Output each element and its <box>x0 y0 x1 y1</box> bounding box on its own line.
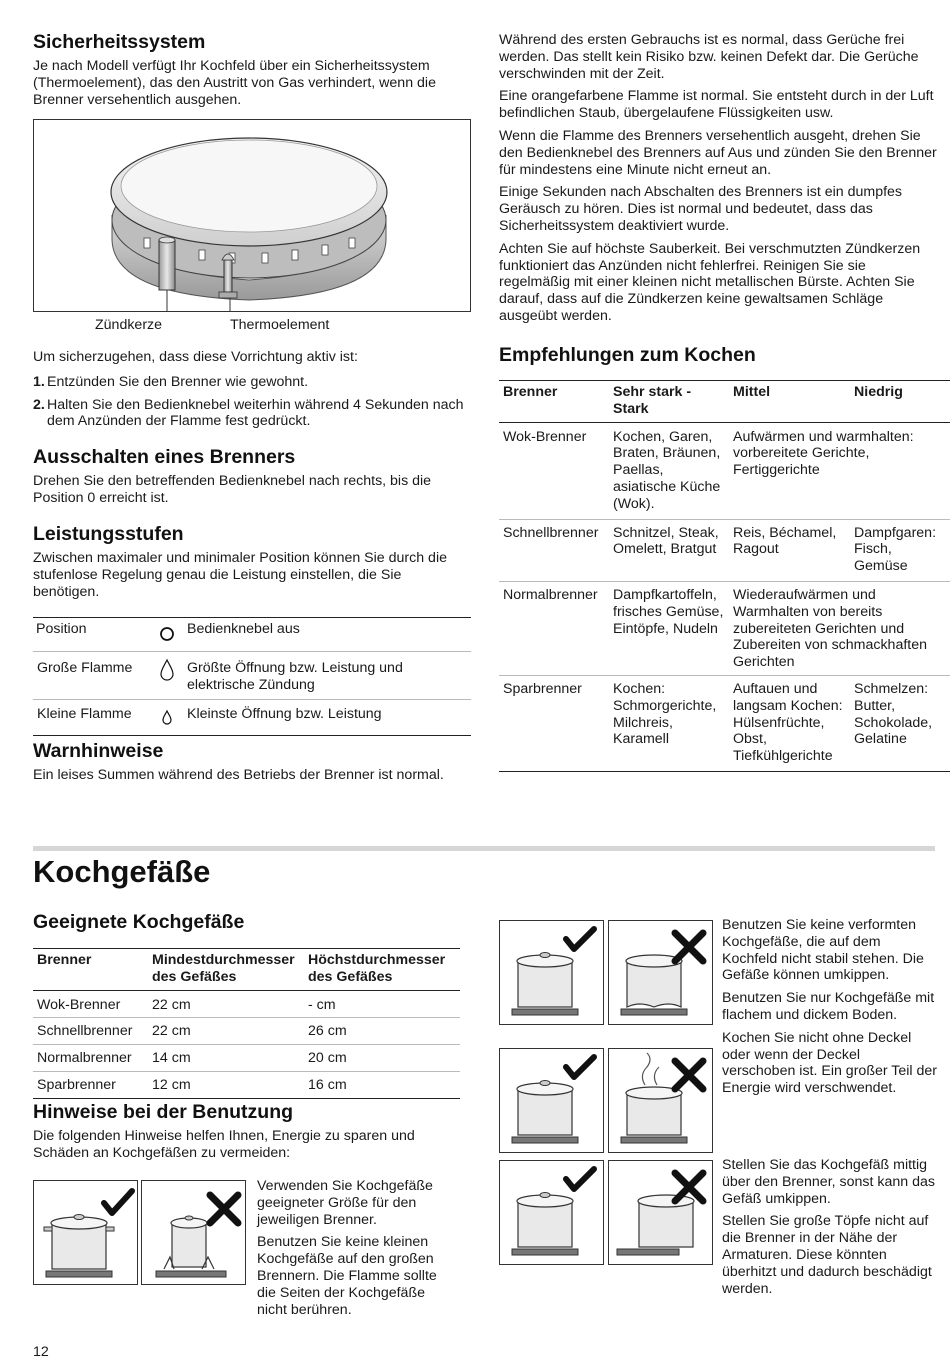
paragraph-orange-flamme: Eine orangefarbene Flamme ist normal. Sie entsteht durch in der Luft befindlichen Staub, übergelaufene Flüssigkeiten usw. <box>499 88 934 122</box>
header-niedrig: Niedrig <box>854 384 903 400</box>
header-brenner: Brenner <box>37 952 92 968</box>
text-sicherheit: Je nach Modell verfügt Ihr Kochfeld über ein Sicherheitssystem (Thermoelement), das den Austritt von Gas verhindert, wenn die Brenner versehentlich ausgehen. <box>33 58 436 108</box>
cell-normal-stark: Dampfkartoffeln, frisches Gemüse, Eintöpfe, Nudeln <box>609 581 729 675</box>
step-2 <box>33 397 471 431</box>
header-mittel: Mittel <box>733 384 771 400</box>
heading-leistungsstufen: Leistungsstufen <box>33 523 184 545</box>
pot-no-lid-figure <box>608 1048 713 1153</box>
table-leistungsstufen <box>33 617 471 736</box>
paragraph-sauberkeit: Achten Sie auf höchste Sauberkeit. Bei verschmutzten Zündkerzen funktioniert das Anzünden nicht fehlerfrei. Reinigen Sie sie regelmäßig mit einer kleinen nicht metallischen Bürste. Achten Sie darauf, dass auf die Zündkerzen keine gewaltsamen Schläge ausgeübt werden. <box>499 240 921 324</box>
step-2-text: Halten Sie den Bedienknebel weiterhin während 4 Sekunden nach dem Anzünden der Flamme fest gedrückt. <box>47 396 464 430</box>
burner-drawing <box>34 120 470 311</box>
text-tip-flacher-boden: Benutzen Sie nur Kochgefäße mit flachem und dickem Boden. <box>722 990 935 1023</box>
heading-warnhinweise: Warnhinweise <box>33 740 164 762</box>
check-icon <box>104 1191 132 1213</box>
text-tip-verformt: Benutzen Sie keine verformten Kochgefäße, die auf dem Kochfeld nicht stabil stehen. Die Gefäße können umkippen. <box>722 917 924 984</box>
paragraph-gerueche: Während des ersten Gebrauchs ist es normal, dass Gerüche frei werden. Das stellt kein Risiko bzw. keinen Defekt dar. Die Gerüche verschwinden mit der Zeit. <box>499 32 919 82</box>
section-ausschalten <box>33 445 471 513</box>
cell-sparbrenner: Sparbrenner <box>499 675 609 771</box>
cell-brenner: Schnellbrenner <box>33 1018 148 1045</box>
cross-icon <box>675 933 703 961</box>
cell-normal-mittel-niedrig: Wiederaufwärmen und Warmhalten von bereits zubereiteten Gerichten und Zubereiten von schmackhaften Gerichten <box>729 581 950 675</box>
section-empfehlungen <box>499 343 949 367</box>
check-icon <box>566 929 594 949</box>
table-empfehlungen <box>499 380 950 772</box>
check-icon <box>566 1057 594 1077</box>
header-sehr-stark: Sehr stark - Stark <box>613 384 692 417</box>
cell-grosse-flamme: Große Flamme <box>33 651 155 700</box>
section-divider <box>33 846 935 851</box>
cell-brenner: Sparbrenner <box>33 1071 148 1098</box>
table-row <box>33 700 471 736</box>
step-1 <box>33 374 471 391</box>
cell-min: 14 cm <box>148 1045 304 1072</box>
table-row <box>499 519 950 581</box>
section-leistungsstufen <box>33 522 471 606</box>
cell-max: - cm <box>308 996 336 1013</box>
cell-min: 12 cm <box>148 1071 304 1098</box>
cell-groesste-oeffnung: Größte Öffnung bzw. Leistung und elektrische Zündung <box>183 651 471 700</box>
cell-kleinste-oeffnung: Kleinste Öffnung bzw. Leistung <box>183 700 471 736</box>
text-sicherheit-intro: Um sicherzugehen, dass diese Vorrichtung aktiv ist: <box>33 349 358 365</box>
cell-bedienknebel-aus: Bedienknebel aus <box>187 621 300 637</box>
heading-geeignete-kochgefaesse: Geeignete Kochgefäße <box>33 911 245 933</box>
cell-wok-brenner: Wok-Brenner <box>503 428 587 445</box>
paragraph-dumpfes-geraeusch: Einige Sekunden nach Abschalten des Brenners ist ein dumpfes Geräusch zu hören. Dies ist normal und bedeutet, dass das Sicherheitssystem deaktiviert wurde. <box>499 184 903 234</box>
pot-off-center-figure <box>608 1160 713 1265</box>
pot-too-small-figure <box>141 1180 246 1285</box>
text-tip-keine-kleinen: Benutzen Sie keine kleinen Kochgefäße auf den großen Brennern. Die Flamme sollte die Seiten der Kochgefäße nicht berühren. <box>257 1234 437 1318</box>
cell-kleine-flamme: Kleine Flamme <box>33 700 155 736</box>
section-hinweise-benutzung <box>33 1100 471 1168</box>
cell-position: Position <box>36 621 87 637</box>
header-mindestdurchmesser: Mindestdurchmesser des Gefäßes <box>152 952 295 985</box>
heading-hinweise-benutzung: Hinweise bei der Benutzung <box>33 1101 294 1123</box>
cell-schnell-mittel: Reis, Béchamel, Ragout <box>729 519 850 581</box>
check-icon <box>566 1169 594 1189</box>
cell-schnell-niedrig: Dampfgaren: Fisch, Gemüse <box>850 519 950 581</box>
cell-normalbrenner: Normalbrenner <box>499 581 609 675</box>
text-hinweise-benutzung: Die folgenden Hinweise helfen Ihnen, Energie zu sparen und Schäden an Kochgefäßen zu vermeiden: <box>33 1128 415 1161</box>
label-zuendkerze: Zündkerze <box>95 317 163 333</box>
cell-spar-niedrig: Schmelzen: Butter, Schokolade, Gelatine <box>850 675 950 771</box>
cell-min: 22 cm <box>152 996 191 1013</box>
cell-spar-mittel: Auftauen und langsam Kochen: Hülsenfrüchte, Obst, Tiefkühlgerichte <box>729 675 850 771</box>
heading-sicherheitssystem: Sicherheitssystem <box>33 31 206 53</box>
table-row <box>499 675 950 771</box>
cell-max: 26 cm <box>304 1018 460 1045</box>
paragraph-flamme-aus: Wenn die Flamme des Brenners versehentlich ausgeht, drehen Sie den Bedienknebel des Brenners auf Aus und zünden Sie den Brenner für mindestens eine Minute nicht erneut an. <box>499 127 937 178</box>
pot-deformed-figure <box>608 920 713 1025</box>
page-number: 12 <box>33 1344 49 1360</box>
cell-min: 22 cm <box>148 1018 304 1045</box>
table-row <box>33 618 471 652</box>
cell-spar-stark: Kochen: Schmorgerichte, Milchreis, Karamell <box>609 675 729 771</box>
heading-ausschalten: Ausschalten eines Brenners <box>33 446 296 468</box>
pot-lid-figure <box>499 1048 604 1153</box>
text-tip-armaturen: Stellen Sie große Töpfe nicht auf die Brenner in der Nähe der Armaturen. Diese könnten überhitzt und dadurch beschädigt werden. <box>722 1213 932 1297</box>
cross-icon <box>675 1173 703 1201</box>
header-brenner: Brenner <box>503 384 558 400</box>
large-flame-icon <box>155 651 183 700</box>
table-row <box>33 651 471 700</box>
section-sicherheit-steps <box>33 349 471 432</box>
section-sicherheit <box>33 30 471 114</box>
table-row <box>33 1045 460 1072</box>
step-1-text: Entzünden Sie den Brenner wie gewohnt. <box>47 373 309 390</box>
header-hoechstdurchmesser: Höchstdurchmesser des Gefäßes <box>308 952 446 985</box>
section-warnhinweise <box>33 739 471 790</box>
table-row <box>33 1071 460 1098</box>
small-pot-icon <box>171 1216 207 1267</box>
table-header-row <box>33 949 460 991</box>
pot-stable-figure <box>499 920 604 1025</box>
text-tip-deckel: Kochen Sie nicht ohne Deckel oder wenn der Deckel verschoben ist. Ein großer Teil der Energie wird verschwendet. <box>722 1029 938 1097</box>
table-row <box>499 581 950 675</box>
cell-brenner: Normalbrenner <box>33 1045 148 1072</box>
pot-icon <box>44 1215 114 1270</box>
cell-schnell-stark: Schnitzel, Steak, Omelett, Bratgut <box>609 519 729 581</box>
step-2-number: 2. <box>33 396 45 413</box>
cell-wok-mittel-niedrig: Aufwärmen und warmhalten: vorbereitete Gerichte, Fertiggerichte <box>733 428 914 479</box>
heading-kochgefaesse: Kochgefäße <box>33 854 211 889</box>
heading-empfehlungen: Empfehlungen zum Kochen <box>499 344 756 366</box>
step-1-number: 1. <box>33 373 45 390</box>
cross-icon <box>675 1061 703 1089</box>
text-ausschalten: Drehen Sie den betreffenden Bedienknebel nach rechts, bis die Position 0 erreicht ist. <box>33 473 432 506</box>
pot-centered-figure <box>499 1160 604 1265</box>
table-geeignete-kochgefaesse <box>33 948 460 1099</box>
table-row <box>33 1018 460 1045</box>
off-circle-icon <box>155 618 183 652</box>
section-hinweise-rechts <box>499 32 939 331</box>
label-thermoelement: Thermoelement <box>230 317 330 333</box>
table-row <box>499 422 950 519</box>
cross-icon <box>210 1195 238 1223</box>
cell-schnellbrenner: Schnellbrenner <box>499 519 609 581</box>
cell-max: 16 cm <box>304 1071 460 1098</box>
burner-illustration <box>33 119 471 312</box>
cell-max: 20 cm <box>304 1045 460 1072</box>
text-tip-mittig: Stellen Sie das Kochgefäß mittig über den Brenner, sonst kann das Gefäß umkippen. <box>722 1157 935 1207</box>
text-tip-geeignete-groesse: Verwenden Sie Kochgefäße geeigneter Größe für den jeweiligen Brenner. <box>257 1178 433 1228</box>
text-leistungsstufen: Zwischen maximaler und minimaler Position können Sie durch die stufenlose Regelung genau die Leistung einstellen, die Sie benötigen. <box>33 550 447 600</box>
text-tip-groesse <box>257 1178 457 1324</box>
table-header-row <box>499 381 950 423</box>
table-row <box>33 990 460 1018</box>
text-tips-rechts-oben <box>722 917 937 1103</box>
text-warnhinweise: Ein leises Summen während des Betriebs der Brenner ist normal. <box>33 767 444 783</box>
section-geeignete-kochgefaesse <box>33 910 460 934</box>
cell-brenner: Wok-Brenner <box>37 996 121 1013</box>
text-tips-rechts-unten <box>722 1157 937 1303</box>
pot-correct-size-figure <box>33 1180 138 1285</box>
small-flame-icon <box>155 700 183 736</box>
cell-wok-stark: Kochen, Garen, Braten, Bräunen, Paellas, asiatische Küche (Wok). <box>613 428 721 512</box>
